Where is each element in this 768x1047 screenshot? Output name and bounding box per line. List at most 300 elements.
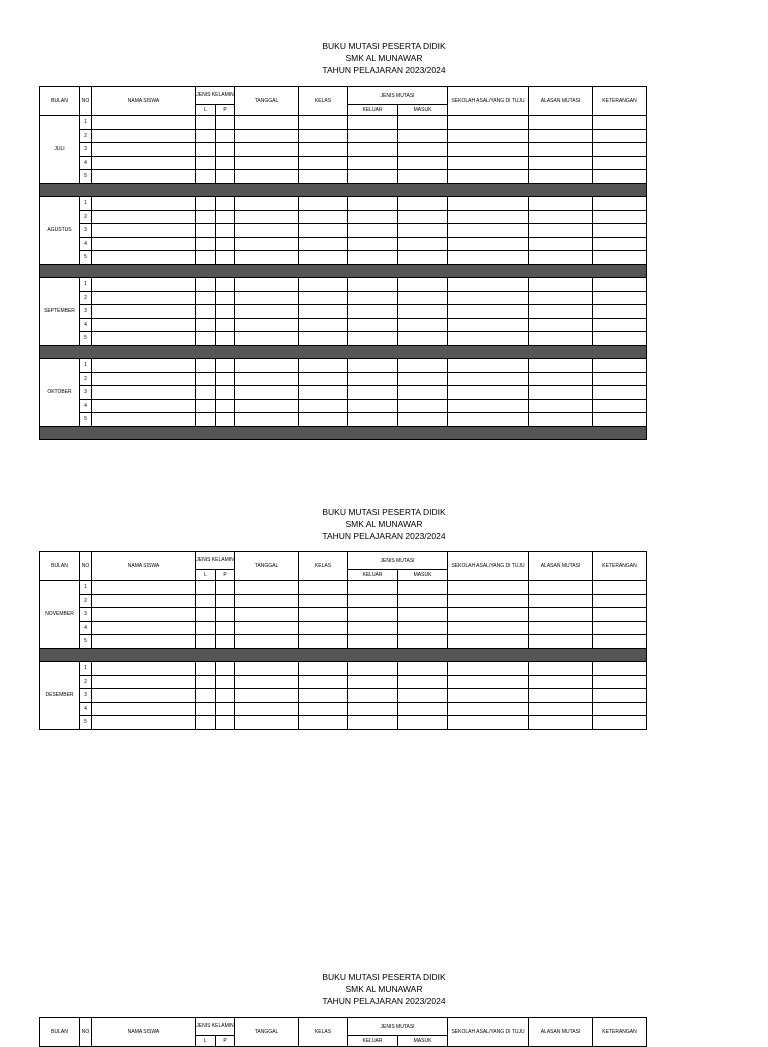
empty-cell — [448, 210, 529, 224]
empty-cell — [593, 413, 647, 427]
empty-cell — [235, 156, 299, 170]
empty-cell — [398, 399, 448, 413]
empty-cell — [92, 702, 196, 716]
empty-cell — [593, 662, 647, 676]
empty-cell — [593, 608, 647, 622]
col-bulan: BULAN — [40, 1018, 80, 1047]
col-jenis-kelamin: JENIS KELAMIN — [196, 552, 235, 570]
empty-cell — [235, 143, 299, 157]
month-cell: AGUSTUS — [40, 197, 80, 265]
empty-cell — [235, 129, 299, 143]
row-number: 2 — [80, 372, 92, 386]
empty-cell — [593, 210, 647, 224]
col-masuk: MASUK — [398, 1036, 448, 1047]
empty-cell — [196, 291, 216, 305]
empty-cell — [235, 170, 299, 184]
empty-cell — [299, 399, 348, 413]
col-keluar: KELUAR — [348, 1036, 398, 1047]
table-row — [40, 702, 647, 716]
empty-cell — [196, 689, 216, 703]
table-row — [40, 662, 647, 676]
empty-cell — [448, 224, 529, 238]
empty-cell — [398, 372, 448, 386]
empty-cell — [593, 702, 647, 716]
col-jenis-mutasi: JENIS MUTASI — [348, 1018, 448, 1036]
col-bulan: BULAN — [40, 552, 80, 581]
empty-cell — [235, 386, 299, 400]
empty-cell — [196, 702, 216, 716]
title-line-1: BUKU MUTASI PESERTA DIDIK — [322, 507, 446, 517]
row-number: 2 — [80, 129, 92, 143]
empty-cell — [593, 170, 647, 184]
row-number: 5 — [80, 251, 92, 265]
empty-cell — [448, 305, 529, 319]
empty-cell — [92, 318, 196, 332]
empty-cell — [299, 608, 348, 622]
empty-cell — [448, 291, 529, 305]
empty-cell — [529, 621, 593, 635]
empty-cell — [348, 716, 398, 730]
empty-cell — [235, 305, 299, 319]
empty-cell — [398, 143, 448, 157]
col-no: NO — [80, 87, 92, 116]
empty-cell — [398, 662, 448, 676]
empty-cell — [216, 237, 235, 251]
empty-cell — [92, 662, 196, 676]
empty-cell — [593, 689, 647, 703]
empty-cell — [196, 129, 216, 143]
document-title — [0, 971, 768, 1007]
month-separator — [40, 264, 647, 278]
empty-cell — [448, 143, 529, 157]
empty-cell — [593, 224, 647, 238]
empty-cell — [348, 129, 398, 143]
table-row — [40, 143, 647, 157]
row-number: 2 — [80, 291, 92, 305]
empty-cell — [593, 635, 647, 649]
col-jenis-mutasi: JENIS MUTASI — [348, 87, 448, 105]
empty-cell — [92, 372, 196, 386]
empty-cell — [398, 675, 448, 689]
empty-cell — [448, 621, 529, 635]
col-sekolah: SEKOLAH ASAL/YANG DI TUJU — [448, 552, 529, 581]
empty-cell — [448, 386, 529, 400]
table-row — [40, 621, 647, 635]
table-row — [40, 305, 647, 319]
col-tanggal: TANGGAL — [235, 87, 299, 116]
empty-cell — [593, 675, 647, 689]
empty-cell — [216, 413, 235, 427]
separator-bar — [40, 183, 647, 197]
empty-cell — [216, 305, 235, 319]
empty-cell — [216, 332, 235, 346]
empty-cell — [235, 318, 299, 332]
empty-cell — [348, 278, 398, 292]
empty-cell — [398, 129, 448, 143]
empty-cell — [529, 399, 593, 413]
empty-cell — [299, 278, 348, 292]
empty-cell — [299, 594, 348, 608]
empty-cell — [92, 359, 196, 373]
empty-cell — [593, 332, 647, 346]
empty-cell — [299, 662, 348, 676]
row-number: 1 — [80, 278, 92, 292]
empty-cell — [216, 716, 235, 730]
empty-cell — [593, 386, 647, 400]
row-number: 5 — [80, 170, 92, 184]
empty-cell — [529, 143, 593, 157]
empty-cell — [216, 156, 235, 170]
empty-cell — [299, 318, 348, 332]
row-number: 1 — [80, 662, 92, 676]
empty-cell — [92, 129, 196, 143]
empty-cell — [92, 716, 196, 730]
table-row — [40, 332, 647, 346]
row-number: 1 — [80, 581, 92, 595]
empty-cell — [196, 156, 216, 170]
empty-cell — [348, 224, 398, 238]
empty-cell — [448, 359, 529, 373]
empty-cell — [593, 278, 647, 292]
empty-cell — [398, 594, 448, 608]
empty-cell — [235, 675, 299, 689]
row-number: 4 — [80, 702, 92, 716]
col-nama-siswa: NAMA SISWA — [92, 87, 196, 116]
empty-cell — [92, 413, 196, 427]
col-masuk: MASUK — [398, 105, 448, 116]
empty-cell — [216, 608, 235, 622]
row-number: 5 — [80, 716, 92, 730]
empty-cell — [398, 716, 448, 730]
empty-cell — [529, 251, 593, 265]
empty-cell — [593, 621, 647, 635]
empty-cell — [299, 197, 348, 211]
row-number: 1 — [80, 116, 92, 130]
empty-cell — [92, 116, 196, 130]
row-number: 4 — [80, 237, 92, 251]
empty-cell — [299, 156, 348, 170]
col-sekolah: SEKOLAH ASAL/YANG DI TUJU — [448, 1018, 529, 1047]
empty-cell — [398, 291, 448, 305]
empty-cell — [235, 197, 299, 211]
empty-cell — [92, 224, 196, 238]
col-l: L — [196, 1036, 216, 1047]
col-alasan-mutasi: ALASAN MUTASI — [529, 87, 593, 116]
empty-cell — [235, 237, 299, 251]
empty-cell — [593, 399, 647, 413]
empty-cell — [529, 635, 593, 649]
document-title — [0, 40, 768, 76]
empty-cell — [299, 413, 348, 427]
title-line-3: TAHUN PELAJARAN 2023/2024 — [322, 996, 446, 1006]
empty-cell — [92, 635, 196, 649]
empty-cell — [348, 332, 398, 346]
table-row — [40, 291, 647, 305]
row-number: 3 — [80, 224, 92, 238]
empty-cell — [348, 156, 398, 170]
empty-cell — [398, 156, 448, 170]
empty-cell — [448, 318, 529, 332]
empty-cell — [216, 210, 235, 224]
empty-cell — [299, 359, 348, 373]
mutasi-section-1 — [0, 40, 768, 76]
empty-cell — [448, 251, 529, 265]
empty-cell — [593, 581, 647, 595]
empty-cell — [299, 716, 348, 730]
empty-cell — [196, 635, 216, 649]
empty-cell — [529, 689, 593, 703]
empty-cell — [529, 197, 593, 211]
table-row — [40, 359, 647, 373]
empty-cell — [196, 278, 216, 292]
empty-cell — [348, 291, 398, 305]
empty-cell — [235, 224, 299, 238]
empty-cell — [348, 359, 398, 373]
month-separator — [40, 183, 647, 197]
empty-cell — [529, 413, 593, 427]
col-bulan: BULAN — [40, 87, 80, 116]
table-row — [40, 594, 647, 608]
empty-cell — [593, 318, 647, 332]
empty-cell — [235, 621, 299, 635]
empty-cell — [448, 156, 529, 170]
empty-cell — [529, 372, 593, 386]
empty-cell — [216, 197, 235, 211]
col-jenis-kelamin: JENIS KELAMIN — [196, 87, 235, 105]
table-row — [40, 386, 647, 400]
table-row — [40, 210, 647, 224]
empty-cell — [593, 305, 647, 319]
empty-cell — [398, 116, 448, 130]
empty-cell — [299, 237, 348, 251]
empty-cell — [299, 251, 348, 265]
empty-cell — [529, 116, 593, 130]
empty-cell — [529, 278, 593, 292]
row-number: 2 — [80, 210, 92, 224]
empty-cell — [398, 170, 448, 184]
empty-cell — [235, 332, 299, 346]
empty-cell — [398, 251, 448, 265]
empty-cell — [593, 716, 647, 730]
empty-cell — [348, 305, 398, 319]
row-number: 5 — [80, 332, 92, 346]
empty-cell — [348, 608, 398, 622]
title-line-3: TAHUN PELAJARAN 2023/2024 — [322, 531, 446, 541]
row-number: 3 — [80, 608, 92, 622]
table-row — [40, 197, 647, 211]
col-kelas: KELAS — [299, 1018, 348, 1047]
empty-cell — [196, 332, 216, 346]
empty-cell — [196, 716, 216, 730]
month-separator — [40, 345, 647, 359]
empty-cell — [196, 143, 216, 157]
empty-cell — [92, 581, 196, 595]
empty-cell — [235, 399, 299, 413]
empty-cell — [216, 399, 235, 413]
col-keluar: KELUAR — [348, 105, 398, 116]
empty-cell — [216, 170, 235, 184]
empty-cell — [196, 210, 216, 224]
empty-cell — [299, 581, 348, 595]
empty-cell — [448, 594, 529, 608]
empty-cell — [92, 197, 196, 211]
mutasi-section-3 — [0, 971, 768, 1007]
empty-cell — [216, 386, 235, 400]
empty-cell — [196, 318, 216, 332]
table-row — [40, 170, 647, 184]
empty-cell — [235, 662, 299, 676]
col-jenis-mutasi: JENIS MUTASI — [348, 552, 448, 570]
empty-cell — [593, 372, 647, 386]
empty-cell — [92, 170, 196, 184]
empty-cell — [529, 156, 593, 170]
row-number: 1 — [80, 197, 92, 211]
empty-cell — [398, 197, 448, 211]
empty-cell — [448, 689, 529, 703]
empty-cell — [196, 170, 216, 184]
empty-cell — [448, 716, 529, 730]
col-p: P — [216, 105, 235, 116]
empty-cell — [529, 608, 593, 622]
title-line-3: TAHUN PELAJARAN 2023/2024 — [322, 65, 446, 75]
empty-cell — [299, 332, 348, 346]
empty-cell — [216, 143, 235, 157]
empty-cell — [448, 399, 529, 413]
row-number: 2 — [80, 675, 92, 689]
table-row — [40, 224, 647, 238]
month-cell: NOVEMBER — [40, 581, 80, 649]
document-title — [0, 506, 768, 542]
empty-cell — [348, 116, 398, 130]
empty-cell — [348, 210, 398, 224]
empty-cell — [448, 170, 529, 184]
title-line-2: SMK AL MUNAWAR — [345, 984, 423, 994]
mutasi-table-1 — [39, 86, 647, 440]
empty-cell — [529, 702, 593, 716]
empty-cell — [398, 332, 448, 346]
empty-cell — [398, 210, 448, 224]
col-sekolah: SEKOLAH ASAL/YANG DI TUJU — [448, 87, 529, 116]
empty-cell — [196, 372, 216, 386]
row-number: 4 — [80, 318, 92, 332]
col-no: NO — [80, 552, 92, 581]
empty-cell — [529, 210, 593, 224]
empty-cell — [92, 278, 196, 292]
table-row — [40, 237, 647, 251]
separator-bar — [40, 264, 647, 278]
table-row — [40, 608, 647, 622]
empty-cell — [92, 237, 196, 251]
empty-cell — [235, 608, 299, 622]
empty-cell — [448, 608, 529, 622]
empty-cell — [529, 318, 593, 332]
title-line-1: BUKU MUTASI PESERTA DIDIK — [322, 972, 446, 982]
empty-cell — [235, 291, 299, 305]
empty-cell — [448, 675, 529, 689]
empty-cell — [529, 581, 593, 595]
empty-cell — [299, 635, 348, 649]
col-l: L — [196, 105, 216, 116]
empty-cell — [299, 675, 348, 689]
empty-cell — [529, 237, 593, 251]
empty-cell — [398, 702, 448, 716]
mutasi-table-3 — [39, 1017, 647, 1047]
empty-cell — [348, 170, 398, 184]
table-row — [40, 399, 647, 413]
col-keterangan: KETERANGAN — [593, 552, 647, 581]
empty-cell — [216, 675, 235, 689]
col-p: P — [216, 1036, 235, 1047]
empty-cell — [92, 399, 196, 413]
col-keluar: KELUAR — [348, 570, 398, 581]
col-no: NO — [80, 1018, 92, 1047]
table-row — [40, 372, 647, 386]
separator-bar — [40, 426, 647, 440]
empty-cell — [348, 143, 398, 157]
empty-cell — [398, 689, 448, 703]
empty-cell — [196, 197, 216, 211]
empty-cell — [529, 359, 593, 373]
empty-cell — [448, 581, 529, 595]
empty-cell — [196, 675, 216, 689]
empty-cell — [196, 386, 216, 400]
empty-cell — [529, 594, 593, 608]
col-masuk: MASUK — [398, 570, 448, 581]
empty-cell — [216, 702, 235, 716]
title-line-1: BUKU MUTASI PESERTA DIDIK — [322, 41, 446, 51]
empty-cell — [235, 635, 299, 649]
row-number: 5 — [80, 413, 92, 427]
empty-cell — [348, 197, 398, 211]
empty-cell — [593, 237, 647, 251]
empty-cell — [448, 635, 529, 649]
empty-cell — [398, 608, 448, 622]
empty-cell — [398, 359, 448, 373]
empty-cell — [235, 594, 299, 608]
col-kelas: KELAS — [299, 87, 348, 116]
row-number: 1 — [80, 359, 92, 373]
empty-cell — [235, 702, 299, 716]
empty-cell — [235, 210, 299, 224]
empty-cell — [216, 251, 235, 265]
empty-cell — [348, 386, 398, 400]
empty-cell — [196, 359, 216, 373]
empty-cell — [398, 413, 448, 427]
empty-cell — [529, 291, 593, 305]
empty-cell — [216, 594, 235, 608]
empty-cell — [299, 224, 348, 238]
empty-cell — [92, 210, 196, 224]
empty-cell — [348, 662, 398, 676]
empty-cell — [196, 621, 216, 635]
mutasi-section-2 — [0, 506, 768, 542]
row-number: 3 — [80, 143, 92, 157]
month-cell: DESEMBER — [40, 662, 80, 730]
empty-cell — [235, 116, 299, 130]
empty-cell — [235, 372, 299, 386]
empty-cell — [529, 224, 593, 238]
table-row — [40, 581, 647, 595]
empty-cell — [196, 224, 216, 238]
empty-cell — [448, 116, 529, 130]
empty-cell — [398, 318, 448, 332]
month-separator — [40, 426, 647, 440]
empty-cell — [448, 237, 529, 251]
empty-cell — [448, 129, 529, 143]
empty-cell — [235, 689, 299, 703]
separator-bar — [40, 648, 647, 662]
empty-cell — [235, 251, 299, 265]
